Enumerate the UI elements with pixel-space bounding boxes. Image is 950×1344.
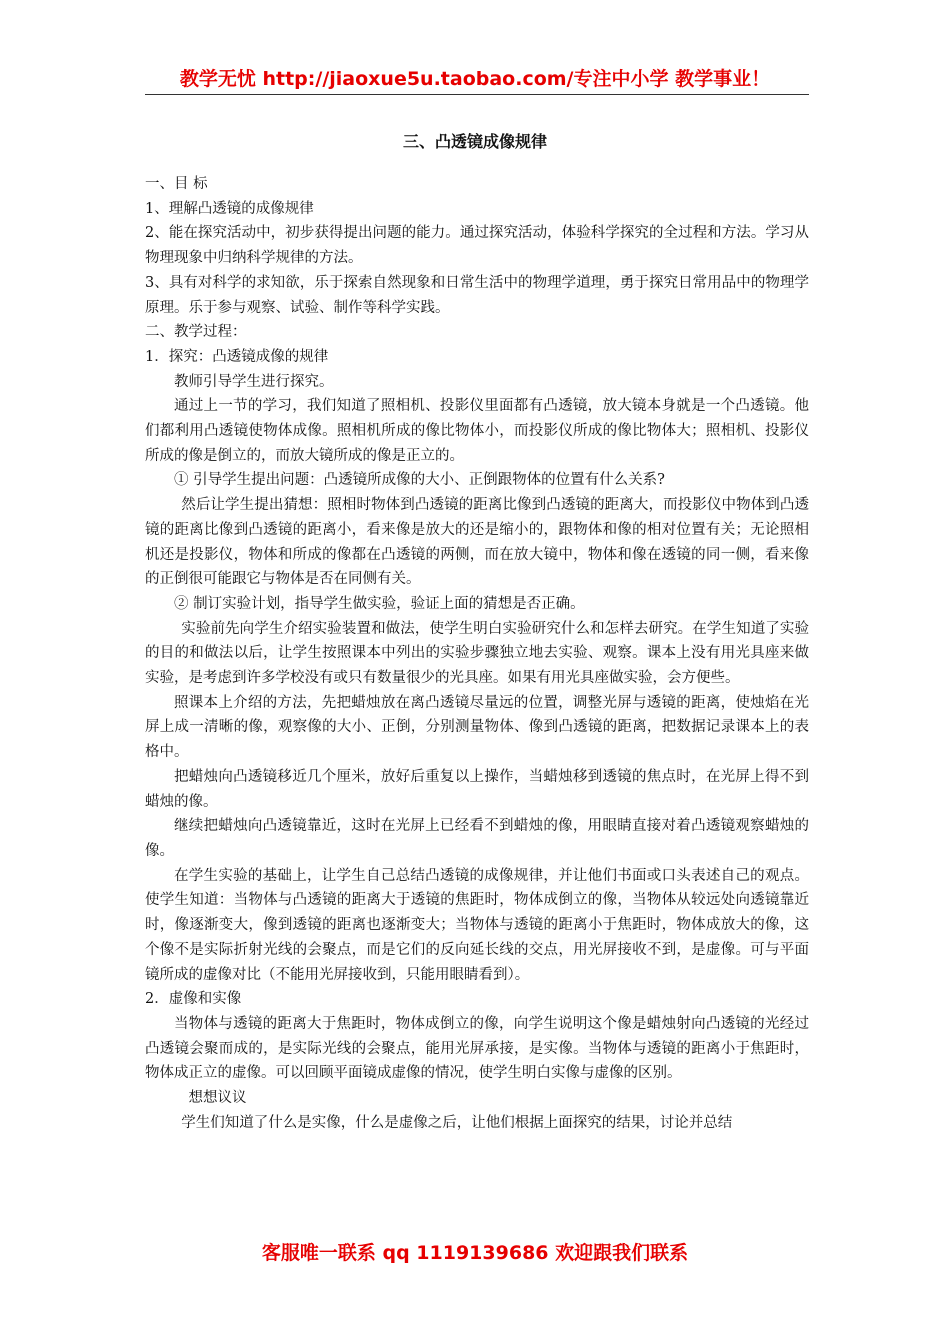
- goal-item: 1、理解凸透镜的成像规律: [145, 200, 314, 217]
- subsection-heading: 2．虚像和实像: [145, 991, 242, 1008]
- section-heading: 一、目 标: [145, 176, 208, 192]
- goal-item: 2、能在探究活动中，初步获得提出问题的能力。通过探究活动，体验科学探究的全过程和方法。学习从物理现象中归纳科学规律的方法。: [145, 225, 809, 267]
- document-body: [145, 172, 809, 1135]
- body-paragraph: 在学生实验的基础上，让学生自己总结凸透镜的成像规律，并让他们书面或口头表述自己的观点。使学生知道：当物体与凸透镜的距离大于透镜的焦距时，物体成倒立的像，当物体从较远处向透镜靠近时，像逐渐变大，像到透镜的距离也逐渐变大；当物体与透镜的距离小于焦距时，物体成放大的像，这个像不是实际折射光线的会聚点，而是它们的反向延长线的交点，用光屏接收不到，是虚像。可与平面镜所成的虚像对比（不能用光屏接收到，只能用眼睛看到）。: [145, 867, 809, 983]
- body-paragraph: 把蜡烛向凸透镜移近几个厘米，放好后重复以上操作，当蜡烛移到透镜的焦点时，在光屏上得不到蜡烛的像。: [145, 768, 809, 810]
- body-paragraph: 实验前先向学生介绍实验装置和做法，使学生明白实验研究什么和怎样去研究。在学生知道了实验的目的和做法以后，让学生按照课本中列出的实验步骤独立地去实验、观察。课本上没有用光具座来做实验，是考虑到许多学校没有或只有数量很少的光具座。如果有用光具座做实验，会方便些。: [145, 620, 809, 687]
- header-divider: [145, 94, 809, 95]
- body-paragraph: 学生们知道了什么是实像，什么是虚像之后，让他们根据上面探究的结果，讨论并总结: [181, 1114, 733, 1131]
- subsection-heading: 1．探究：凸透镜成像的规律: [145, 348, 329, 365]
- section-heading: 二、教学过程：: [145, 324, 247, 341]
- subsection-heading: 想想议议: [188, 1090, 247, 1107]
- body-paragraph: ② 制订实验计划，指导学生做实验，验证上面的猜想是否正确。: [174, 595, 585, 612]
- footer-banner: 客服唯一联系 qq 1119139686 欢迎跟我们联系: [261, 1242, 689, 1264]
- document-title: 三、凸透镜成像规律: [402, 132, 547, 151]
- body-paragraph: 然后让学生提出猜想：照相时物体到凸透镜的距离比像到凸透镜的距离大，而投影仪中物体到凸透镜的距离比像到凸透镜的距离小，看来像是放大的还是缩小的，跟物体和像的相对位置有关；无论照相机还是投影仪，物体和所成的像都在凸透镜的两侧，而在放大镜中，物体和像在透镜的同一侧，看来像的正倒很可能跟它与物体是否在同侧有关。: [145, 497, 809, 588]
- body-paragraph: 当物体与透镜的距离大于焦距时，物体成倒立的像，向学生说明这个像是蜡烛射向凸透镜的光经过凸透镜会聚而成的，是实际光线的会聚点，能用光屏承接，是实像。当物体与透镜的距离小于焦距时，物体成正立的虚像。可以回顾平面镜成虚像的情况，使学生明白实像与虚像的区别。: [145, 1015, 809, 1082]
- header-banner: 教学无忧 http://jiaoxue5u.taobao.com/专注中小学 教学事业！: [179, 68, 771, 90]
- body-paragraph: 通过上一节的学习，我们知道了照相机、投影仪里面都有凸透镜，放大镜本身就是一个凸透镜。他们都利用凸透镜使物体成像。照相机所成的像比物体小，而投影仪所成的像比物体大；照相机、投影仪所成的像是倒立的，而放大镜所成的像是正立的。: [145, 398, 809, 464]
- body-paragraph: ① 引导学生提出问题：凸透镜所成像的大小、正倒跟物体的位置有什么关系?: [174, 472, 665, 489]
- body-paragraph: 照课本上介绍的方法，先把蜡烛放在离凸透镜尽量远的位置，调整光屏与透镜的距离，使烛焰在光屏上成一清晰的像，观察像的大小、正倒，分别测量物体、像到凸透镜的距离，把数据记录课本上的表格中。: [145, 694, 809, 761]
- body-paragraph: 教师引导学生进行探究。: [174, 373, 334, 390]
- body-paragraph: 继续把蜡烛向凸透镜靠近，这时在光屏上已经看不到蜡烛的像，用眼睛直接对着凸透镜观察蜡烛的像。: [145, 818, 809, 859]
- goal-item: 3、具有对科学的求知欲，乐于探索自然现象和日常生活中的物理学道理，勇于探究日常用品中的物理学原理。乐于参与观察、试验、制作等科学实践。: [145, 274, 809, 316]
